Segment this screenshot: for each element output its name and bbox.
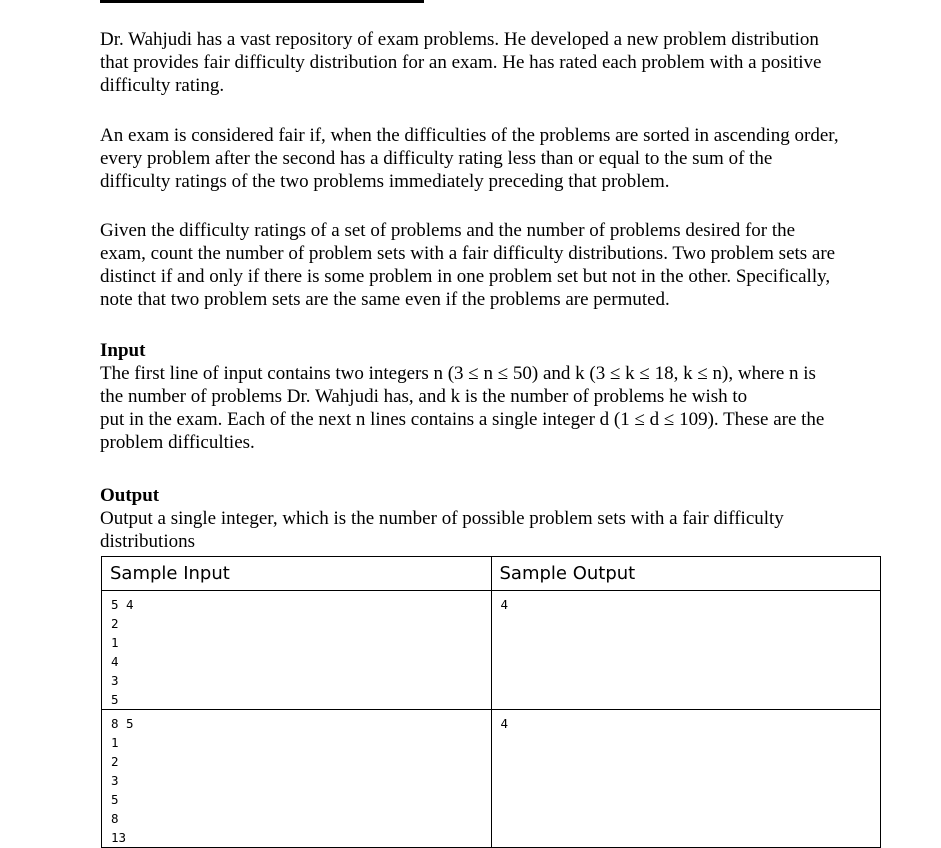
- output-line: distributions: [100, 531, 196, 552]
- sample-row: [102, 710, 881, 848]
- output-heading: Output: [100, 485, 160, 506]
- input-line: The first line of input contains two integers n (3 ≤ n ≤ 50) and k (3 ≤ k ≤ 18, k ≤ n), where n is: [100, 363, 816, 384]
- sample-output-text: 4: [500, 716, 509, 731]
- statement-line: every problem after the second has a difficulty rating less than or equal to the sum of the: [100, 148, 773, 169]
- sample-input-cell: [102, 591, 492, 710]
- input-description: [100, 362, 880, 454]
- input-heading: Input: [100, 340, 146, 361]
- statement-line: Dr. Wahjudi has a vast repository of exam problems. He developed a new problem distribution: [100, 29, 819, 50]
- sample-input-header: Sample Input: [102, 557, 492, 591]
- statement-paragraph-2: [100, 124, 880, 193]
- output-line: Output a single integer, which is the number of possible problem sets with a fair difficulty: [100, 508, 784, 529]
- statement-line: Given the difficulty ratings of a set of problems and the number of problems desired for the: [100, 220, 796, 241]
- input-line: problem difficulties.: [100, 432, 255, 453]
- sample-output-text: 4: [500, 597, 509, 612]
- sample-output-header: Sample Output: [491, 557, 881, 591]
- sample-header-row: [102, 557, 881, 591]
- output-description: [100, 507, 880, 553]
- statement-paragraph-1: [100, 28, 880, 97]
- statement-line: difficulty rating.: [100, 75, 225, 96]
- statement-line: An exam is considered fair if, when the difficulties of the problems are sorted in ascending order,: [100, 125, 839, 146]
- sample-row: [102, 591, 881, 710]
- problem-statement: [100, 28, 880, 553]
- input-line: put in the exam. Each of the next n lines contains a single integer d (1 ≤ d ≤ 109). These are the: [100, 409, 825, 430]
- statement-line: note that two problem sets are the same even if the problems are permuted.: [100, 289, 670, 310]
- statement-line: that provides fair difficulty distribution for an exam. He has rated each problem with a positive: [100, 52, 822, 73]
- statement-paragraph-3: [100, 219, 880, 311]
- top-divider-rule: [100, 0, 424, 3]
- sample-input-cell: [102, 710, 492, 848]
- sample-input-text: 8 5 1 2 3 5 8 13: [111, 716, 134, 845]
- sample-input-text: 5 4 2 1 4 3 5: [111, 597, 134, 707]
- statement-line: exam, count the number of problem sets with a fair difficulty distributions. Two problem sets are: [100, 243, 836, 264]
- sample-output-cell: [491, 591, 881, 710]
- statement-line: distinct if and only if there is some problem in one problem set but not in the other. Specifically,: [100, 266, 831, 287]
- input-line: the number of problems Dr. Wahjudi has, and k is the number of problems he wish to: [100, 386, 748, 407]
- sample-output-cell: [491, 710, 881, 848]
- sample-table: [101, 556, 881, 848]
- statement-line: difficulty ratings of the two problems immediately preceding that problem.: [100, 171, 670, 192]
